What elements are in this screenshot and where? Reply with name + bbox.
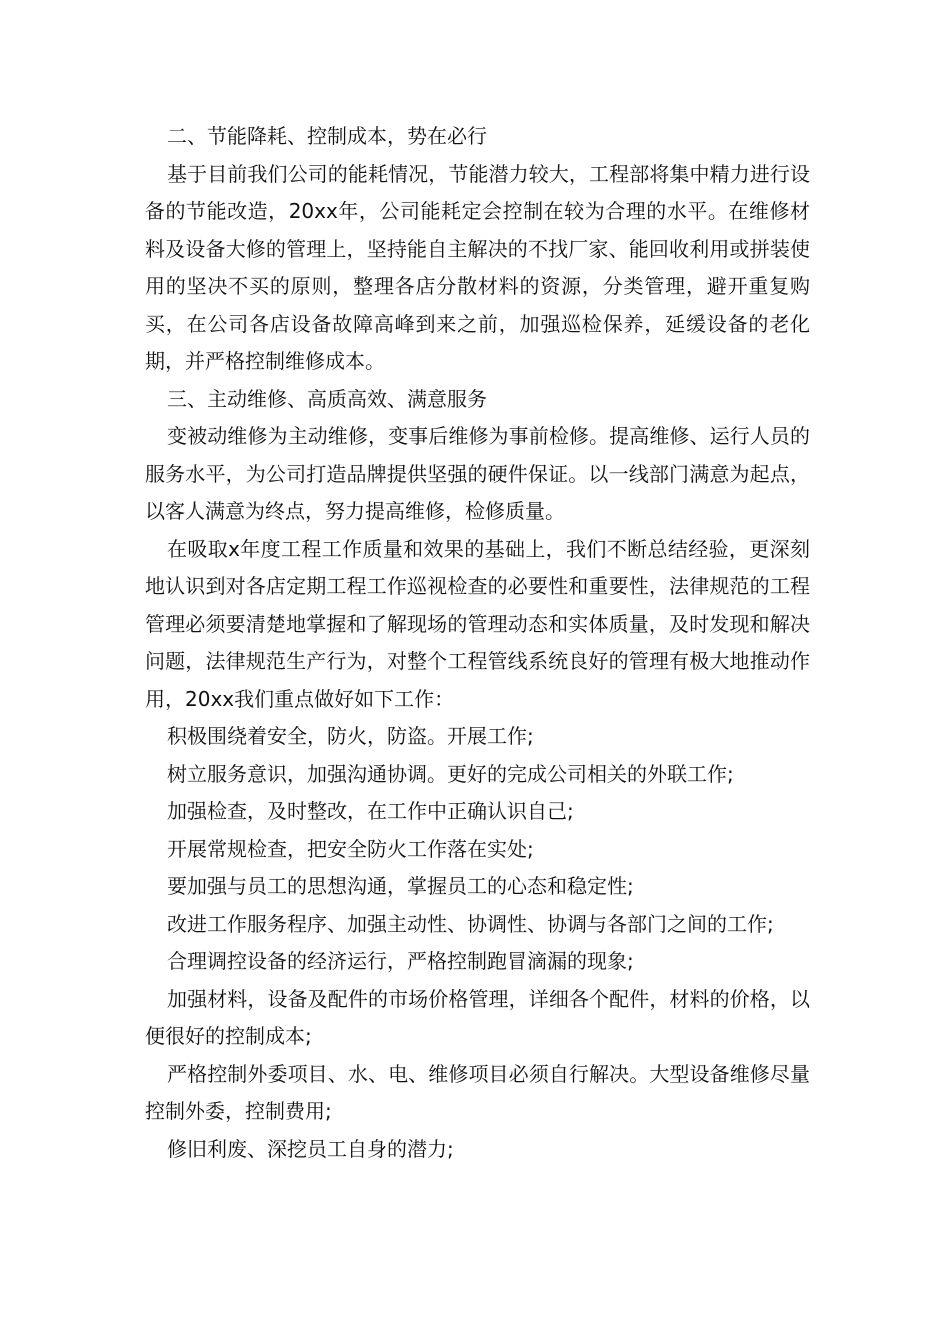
list-item: 加强检查，及时整改，在工作中正确认识自己;: [167, 799, 574, 823]
paragraph: 变被动维修为主动维修，变事后维修为事前检修。提高维修、运行人员的服务水平，为公司打造品牌提供坚强的硬件保证。以一线部门满意为起点，以客人满意为终点，努力提高维修，检修质量。: [145, 424, 810, 523]
paragraph: 在吸取x年度工程工作质量和效果的基础上，我们不断总结经验，更深刻地认识到对各店定期工程工作巡视检查的必要性和重要性，法律规范的工程管理必须要清楚地掌握和了解现场的管理动态和实体质量，及时发现和解决问题，法律规范生产行为，对整个工程管线系统良好的管理有极大地推动作用，20xx我们重点做好如下工作：: [145, 536, 810, 711]
list-item: 改进工作服务程序、加强主动性、协调性、协调与各部门之间的工作;: [167, 911, 774, 936]
list-item: 开展常规检查，把安全防火工作落在实处;: [167, 836, 534, 861]
list-item: 修旧利废、深挖员工自身的潜力;: [167, 1136, 454, 1161]
document-body: [145, 118, 810, 1168]
list-item: 严格控制外委项目、水、电、维修项目必须自行解决。大型设备维修尽量控制外委，控制费用;: [145, 1061, 810, 1123]
list-item: 加强材料，设备及配件的市场价格管理，详细各个配件，材料的价格，以便很好的控制成本;: [145, 986, 810, 1048]
list-item: 合理调控设备的经济运行，严格控制跑冒滴漏的现象;: [167, 949, 634, 973]
list-item: 树立服务意识，加强沟通协调。更好的完成公司相关的外联工作;: [167, 761, 734, 786]
list-item: 要加强与员工的思想沟通，掌握员工的心态和稳定性;: [167, 874, 634, 898]
section-heading-3: 三、主动维修、高质高效、满意服务: [167, 386, 487, 411]
list-item: 积极围绕着安全，防火，防盗。开展工作;: [167, 724, 534, 748]
section-heading-2: 二、节能降耗、控制成本，势在必行: [167, 124, 487, 148]
paragraph: 基于目前我们公司的能耗情况，节能潜力较大，工程部将集中精力进行设备的节能改造，20xx年，公司能耗定会控制在较为合理的水平。在维修材料及设备大修的管理上，坚持能自主解决的不找厂家、能回收利用或拼装使用的坚决不买的原则，整理各店分散材料的资源，分类管理，避开重复购买，在公司各店设备故障高峰到来之前，加强巡检保养，延缓设备的老化期，并严格控制维修成本。: [145, 161, 810, 373]
